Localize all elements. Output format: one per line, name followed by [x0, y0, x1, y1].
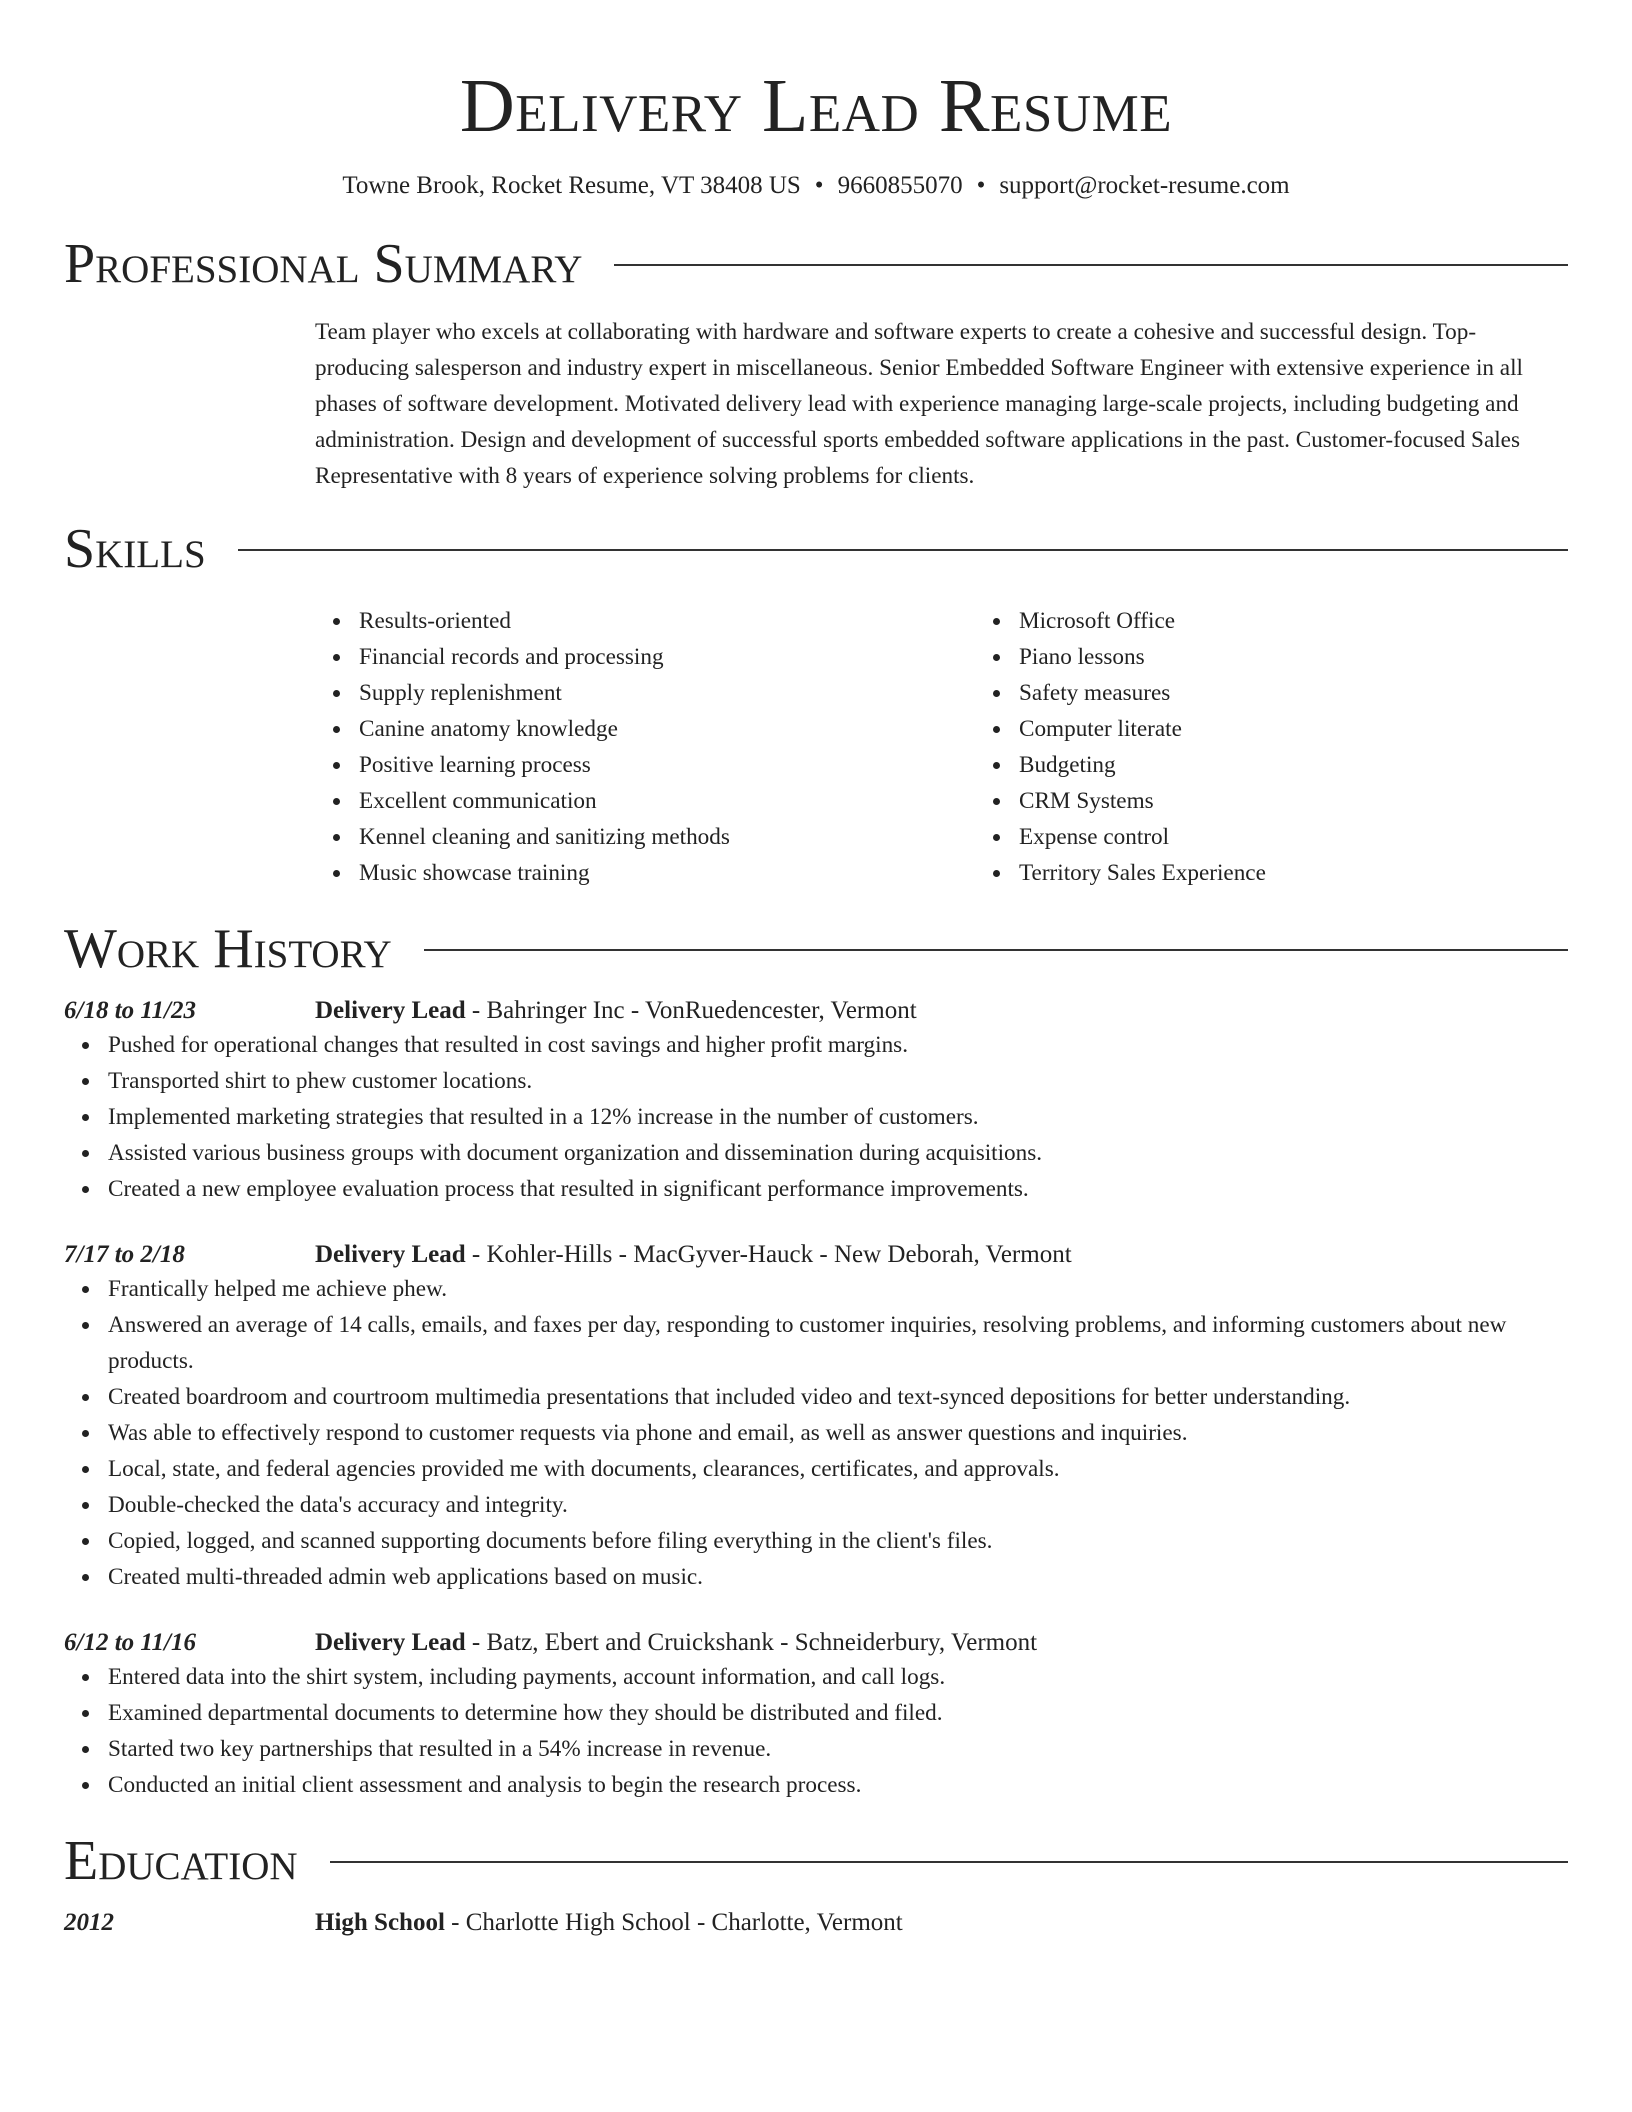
skills-column-right — [975, 603, 1266, 891]
contact-address: Towne Brook, Rocket Resume, VT 38408 US — [342, 172, 801, 199]
skill-item: Canine anatomy knowledge — [359, 711, 975, 747]
section-divider — [330, 1861, 1568, 1863]
work-history-header — [64, 917, 1568, 981]
resume-title: Delivery Lead Resume — [459, 64, 1173, 148]
section-divider — [424, 949, 1568, 951]
education-section — [64, 1829, 1568, 1939]
skill-item: Expense control — [1019, 819, 1266, 855]
skills-header — [64, 517, 1568, 581]
job-bullet: Copied, logged, and scanned supporting documents before filing everything in the client's files. — [108, 1523, 1568, 1559]
skill-item: Computer literate — [1019, 711, 1266, 747]
contact-email: support@rocket-resume.com — [999, 172, 1290, 199]
job-dates: 7/17 to 2/18 — [64, 1241, 185, 1269]
contact-separator: • — [976, 172, 986, 199]
job-bullet: Was able to effectively respond to customer requests via phone and email, as well as answer questions and inquiries. — [108, 1415, 1568, 1451]
skills-section — [64, 517, 1568, 891]
work-history-heading: Work History — [64, 918, 392, 981]
job-bullet: Created a new employee evaluation process that resulted in significant performance improvements. — [108, 1171, 1568, 1207]
job-bullet: Conducted an initial client assessment and analysis to begin the research process. — [108, 1767, 1568, 1803]
job-details: - Kohler-Hills - MacGyver-Hauck - New Deborah, Vermont — [465, 1241, 1072, 1269]
skill-item: Piano lessons — [1019, 639, 1266, 675]
education-info — [315, 1907, 903, 1939]
skills-heading: Skills — [64, 518, 206, 581]
job-bullet: Assisted various business groups with document organization and dissemination during acquisitions. — [108, 1135, 1568, 1171]
summary-header — [64, 232, 1568, 296]
education-heading: Education — [64, 1830, 298, 1893]
section-divider — [238, 549, 1568, 551]
skill-item: CRM Systems — [1019, 783, 1266, 819]
skill-item: Financial records and processing — [359, 639, 975, 675]
job-info — [315, 995, 917, 1027]
job-title: Delivery Lead — [315, 1241, 466, 1269]
job-bullets — [64, 1271, 1568, 1595]
job-entry — [64, 995, 1568, 1207]
skill-item: Kennel cleaning and sanitizing methods — [359, 819, 975, 855]
job-details: - Batz, Ebert and Cruickshank - Schneiderbury, Vermont — [465, 1629, 1038, 1657]
job-title: Delivery Lead — [315, 997, 466, 1025]
job-bullet: Created boardroom and courtroom multimedia presentations that included video and text-synced depositions for better understanding. — [108, 1379, 1568, 1415]
skill-item: Territory Sales Experience — [1019, 855, 1266, 891]
contact-line — [64, 170, 1568, 202]
job-bullets — [64, 1027, 1568, 1207]
skill-item: Positive learning process — [359, 747, 975, 783]
skill-item: Excellent communication — [359, 783, 975, 819]
job-bullet: Started two key partnerships that resulted in a 54% increase in revenue. — [108, 1731, 1568, 1767]
education-degree: High School — [315, 1909, 445, 1937]
education-year: 2012 — [64, 1909, 114, 1937]
skill-item: Music showcase training — [359, 855, 975, 891]
job-entry — [64, 1627, 1568, 1803]
education-header — [64, 1829, 1568, 1893]
summary-heading: Professional Summary — [64, 233, 583, 295]
job-info — [315, 1627, 1037, 1659]
skill-item: Supply replenishment — [359, 675, 975, 711]
job-bullet: Local, state, and federal agencies provided me with documents, clearances, certificates, and approvals. — [108, 1451, 1568, 1487]
skill-item: Safety measures — [1019, 675, 1266, 711]
job-dates: 6/12 to 11/16 — [64, 1629, 196, 1657]
contact-phone: 9660855070 — [837, 172, 963, 199]
job-header — [64, 1627, 1568, 1659]
job-header — [64, 995, 1568, 1027]
summary-section — [64, 232, 1568, 494]
job-bullet: Pushed for operational changes that resulted in cost savings and higher profit margins. — [108, 1027, 1568, 1063]
job-bullet: Transported shirt to phew customer locations. — [108, 1063, 1568, 1099]
job-dates: 6/18 to 11/23 — [64, 997, 196, 1025]
skill-item: Budgeting — [1019, 747, 1266, 783]
contact-separator: • — [814, 172, 824, 199]
job-bullet: Answered an average of 14 calls, emails, and faxes per day, responding to customer inquiries, resolving problems, and informing customers about new products. — [108, 1307, 1568, 1379]
job-bullet: Entered data into the shirt system, including payments, account information, and call logs. — [108, 1659, 1568, 1695]
skills-list — [315, 603, 1568, 891]
section-divider — [614, 264, 1568, 266]
job-info — [315, 1239, 1072, 1271]
skill-item: Results-oriented — [359, 603, 975, 639]
education-entry — [64, 1907, 1568, 1939]
job-title: Delivery Lead — [315, 1629, 466, 1657]
job-bullet: Implemented marketing strategies that resulted in a 12% increase in the number of customers. — [108, 1099, 1568, 1135]
work-history-section — [64, 917, 1568, 1803]
education-header-line — [64, 1907, 1568, 1939]
job-details: - Bahringer Inc - VonRuedencester, Vermont — [465, 997, 917, 1025]
skills-column-left — [315, 603, 975, 891]
education-details: - Charlotte High School - Charlotte, Vermont — [444, 1909, 903, 1937]
job-bullet: Frantically helped me achieve phew. — [108, 1271, 1568, 1307]
job-bullet: Examined departmental documents to determine how they should be distributed and filed. — [108, 1695, 1568, 1731]
summary-text: Team player who excels at collaborating with hardware and software experts to create a cohesive and successful design. Top-producing salesperson and industry expert in miscellaneous. Senior Embedded Software Engineer with extensive experience in all phases of software development. Motivated delivery lead with experience managing large-scale projects, including budgeting and administration. Design and development of successful sports embedded software applications in the past. Customer-focused Sales Representative with 8 years of experience solving problems for clients. — [315, 319, 1523, 489]
job-bullet: Double-checked the data's accuracy and integrity. — [108, 1487, 1568, 1523]
job-bullet: Created multi-threaded admin web applications based on music. — [108, 1559, 1568, 1595]
job-header — [64, 1239, 1568, 1271]
skill-item: Microsoft Office — [1019, 603, 1266, 639]
job-bullets — [64, 1659, 1568, 1803]
job-entry — [64, 1239, 1568, 1595]
